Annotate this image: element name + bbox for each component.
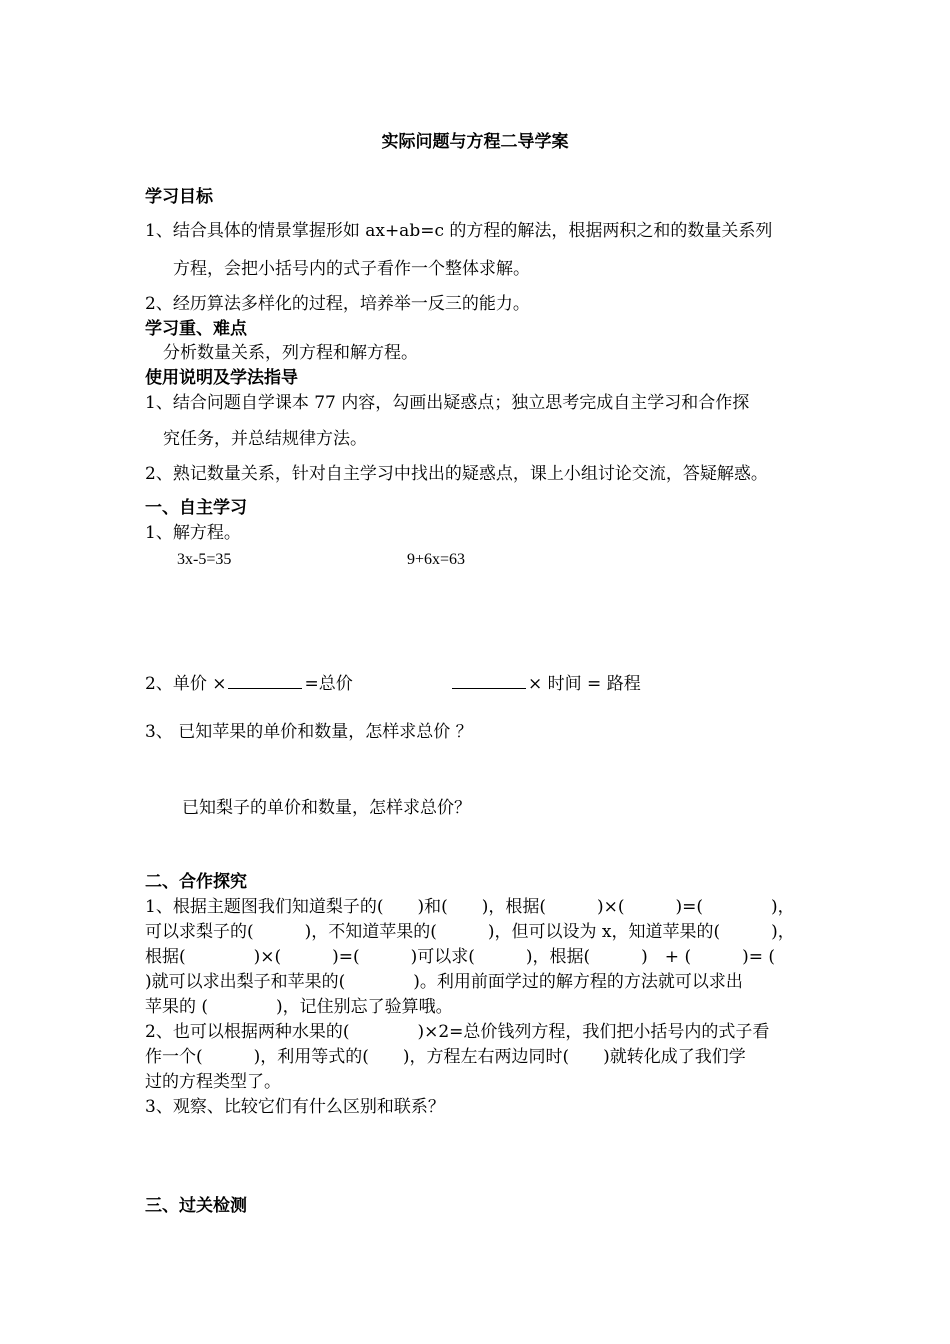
section-1-heading: 一、自主学习 [145,498,247,518]
section-2-p2-line-3: 过的方程类型了。 [145,1072,281,1092]
goal-item-2: 2、经历算法多样化的过程，培养举一反三的能力。 [145,294,530,314]
document-title: 实际问题与方程二导学案 [381,132,569,152]
equation-1: 3x-5=35 [177,551,232,568]
guide-item-2: 2、熟记数量关系，针对自主学习中找出的疑惑点，课上小组讨论交流，答疑解惑。 [145,464,768,484]
section-1-q3: 3、 已知苹果的单价和数量，怎样求总价 ？ [145,722,473,742]
section-2-p3: 3、观察、比较它们有什么区别和联系？ [145,1097,445,1117]
section-2-heading: 二、合作探究 [145,872,247,892]
key-text: 分析数量关系，列方程和解方程。 [163,343,418,363]
section-1-q2-right [450,672,641,695]
q2-prefix: 2、单价 × [145,674,227,694]
section-1-q3b: 已知梨子的单价和数量，怎样求总价？ [182,798,471,818]
key-heading: 学习重、难点 [145,319,247,339]
section-2-p1-line-1: 1、根据主题图我们知道梨子的( )和( )，根据( )×( )=( )， [145,897,795,917]
guide-heading: 使用说明及学法指导 [145,368,298,388]
fill-blank-1[interactable] [228,672,302,689]
section-1-q1: 1、解方程。 [145,523,241,543]
guide-item-1-line-1: 1、结合问题自学课本 77 内容，勾画出疑惑点；独立思考完成自主学习和合作探 [145,393,750,413]
section-2-p1-line-4: )就可以求出梨子和苹果的( )。利用前面学过的解方程的方法就可以求出 [145,972,743,992]
equation-2: 9+6x=63 [407,551,466,568]
goal-item-1-line-1: 1、结合具体的情景掌握形如 ax+ab=c 的方程的解法，根据两积之和的数量关系列 [145,221,773,241]
goal-item-1-line-2: 方程，会把小括号内的式子看作一个整体求解。 [173,259,530,279]
guide-item-1-line-2: 究任务，并总结规律方法。 [163,429,367,449]
section-2-p2-line-2: 作一个( )，利用等式的( )，方程左右两边同时( )就转化成了我们学 [145,1047,746,1067]
section-2-p2-line-1: 2、也可以根据两种水果的( )×2=总价钱列方程，我们把小括号内的式子看 [145,1022,770,1042]
section-3-heading: 三、过关检测 [145,1196,247,1216]
section-1-q2 [145,672,353,695]
section-2-p1-line-2: 可以求梨子的( )，不知道苹果的( )，但可以设为 x，知道苹果的( )， [145,922,795,942]
q2-suffix: × 时间 = 路程 [528,674,641,694]
fill-blank-2[interactable] [452,672,526,689]
q2-mid: =总价 [304,674,353,694]
goals-heading: 学习目标 [145,187,213,207]
section-2-p1-line-5: 苹果的 ( )，记住别忘了验算哦。 [145,997,453,1017]
section-2-p1-line-3: 根据( )×( )=( )可以求( )，根据( ) + ( )= ( [145,947,776,967]
